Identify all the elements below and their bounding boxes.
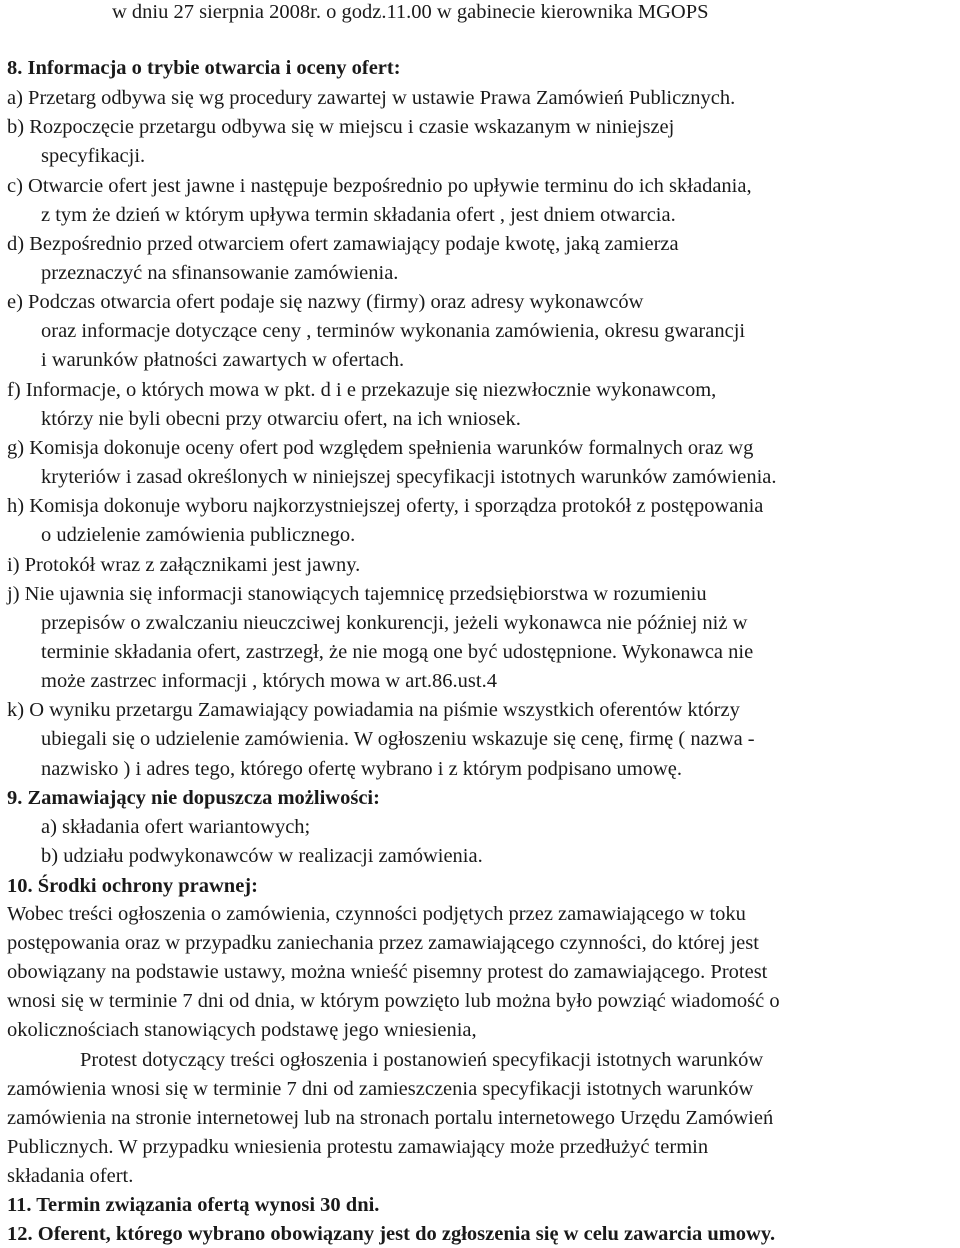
section-10-p1-line4: wnosi się w terminie 7 dni od dnia, w którym powzięto lub można było powziąć wiadomość o [7, 990, 780, 1012]
item-8b-line1: b) Rozpoczęcie przetargu odbywa się w miejscu i czasie wskazanym w niniejszej [7, 116, 675, 138]
section-10-p1-line2: postępowania oraz w przypadku zaniechania przez zamawiającego czynności, do której jest [7, 932, 759, 954]
item-8j-line4: może zastrzec informacji , których mowa w art.86.ust.4 [41, 670, 497, 692]
section-10-p2-line5: składania ofert. [7, 1165, 134, 1187]
item-8k-line3: nazwisko ) i adres tego, którego ofertę wybrano i z którym podpisano umowę. [41, 758, 683, 780]
item-8k-line1: k) O wyniku przetargu Zamawiający powiadamia na piśmie wszystkich oferentów którzy [7, 699, 740, 721]
section-10-p1-line5: okolicznościach stanowiących podstawę jego wniesienia, [7, 1019, 477, 1041]
item-8e-line2: oraz informacje dotyczące ceny , terminów wykonania zamówienia, okresu gwarancji [41, 320, 746, 342]
item-8h-line2: o udzielenie zamówienia publicznego. [41, 524, 356, 546]
intro-line: w dniu 27 sierpnia 2008r. o godz.11.00 w gabinecie kierownika MGOPS [112, 1, 709, 23]
item-8d-line2: przeznaczyć na sfinansowanie zamówienia. [41, 262, 399, 284]
item-8e-line1: e) Podczas otwarcia ofert podaje się nazwy (firmy) oraz adresy wykonawców [7, 291, 644, 313]
item-8b-line2: specyfikacji. [41, 145, 146, 167]
item-8c-line2: z tym że dzień w którym upływa termin składania ofert , jest dniem otwarcia. [41, 204, 676, 226]
section-9-heading: 9. Zamawiający nie dopuszcza możliwości: [7, 787, 380, 809]
item-8i: i) Protokół wraz z załącznikami jest jawny. [7, 554, 361, 576]
item-8j-line3: terminie składania ofert, zastrzegł, że nie mogą one być udostępnione. Wykonawca nie [41, 641, 754, 663]
item-8f-line2: którzy nie byli obecni przy otwarciu ofert, na ich wniosek. [41, 408, 521, 430]
item-8j-line1: j) Nie ujawnia się informacji stanowiących tajemnicę przedsiębiorstwa w rozumieniu [7, 583, 707, 605]
item-9b: b) udziału podwykonawców w realizacji zamówienia. [41, 845, 483, 867]
section-10-p2-line4: Publicznych. W przypadku wniesienia protestu zamawiający może przedłużyć termin [7, 1136, 709, 1158]
item-8g-line1: g) Komisja dokonuje oceny ofert pod względem spełnienia warunków formalnych oraz wg [7, 437, 754, 459]
item-8h-line1: h) Komisja dokonuje wyboru najkorzystniejszej oferty, i sporządza protokół z postępowania [7, 495, 764, 517]
section-8-heading: 8. Informacja o trybie otwarcia i oceny ofert: [7, 57, 401, 79]
section-10-p2-line2: zamówienia wnosi się w terminie 7 dni od zamieszczenia specyfikacji istotnych warunków [7, 1078, 754, 1100]
section-10-p2-line3: zamówienia na stronie internetowej lub na stronach portalu internetowego Urzędu Zamówień [7, 1107, 774, 1129]
section-10-p2-line1: Protest dotyczący treści ogłoszenia i postanowień specyfikacji istotnych warunków [80, 1049, 764, 1071]
section-10-p1-line3: obowiązany na podstawie ustawy, można wnieść pisemny protest do zamawiającego. Protest [7, 961, 768, 983]
item-8d-line1: d) Bezpośrednio przed otwarciem ofert zamawiający podaje kwotę, jaką zamierza [7, 233, 679, 255]
section-11: 11. Termin związania ofertą wynosi 30 dni. [7, 1194, 380, 1216]
section-10-p1-line1: Wobec treści ogłoszenia o zamówienia, czynności podjętych przez zamawiającego w toku [7, 903, 746, 925]
item-8j-line2: przepisów o zwalczaniu nieuczciwej konkurencji, jeżeli wykonawca nie później niż w [41, 612, 748, 634]
item-8g-line2: kryteriów i zasad określonych w niniejszej specyfikacji istotnych warunków zamówienia. [41, 466, 777, 488]
item-8k-line2: ubiegali się o udzielenie zamówienia. W ogłoszeniu wskazuje się cenę, firmę ( nazwa - [41, 728, 755, 750]
item-8c-line1: c) Otwarcie ofert jest jawne i następuje bezpośrednio po upływie terminu do ich składania, [7, 175, 752, 197]
section-12: 12. Oferent, którego wybrano obowiązany jest do zgłoszenia się w celu zawarcia umowy. [7, 1223, 776, 1245]
item-8e-line3: i warunków płatności zawartych w ofertach. [41, 349, 405, 371]
section-10-heading: 10. Środki ochrony prawnej: [7, 875, 258, 897]
item-8a: a) Przetarg odbywa się wg procedury zawartej w ustawie Prawa Zamówień Publicznych. [7, 87, 736, 109]
item-9a: a) składania ofert wariantowych; [41, 816, 311, 838]
item-8f-line1: f) Informacje, o których mowa w pkt. d i e przekazuje się niezwłocznie wykonawcom, [7, 379, 717, 401]
